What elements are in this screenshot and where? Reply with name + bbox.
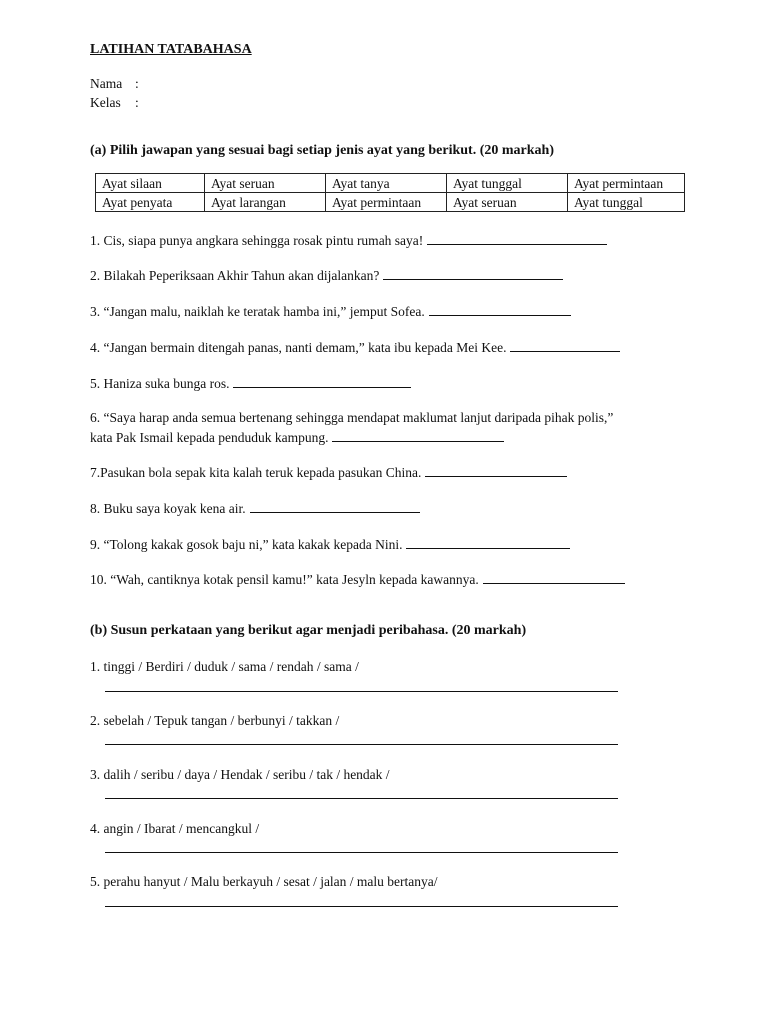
question-text: 3. “Jangan malu, naiklah ke teratak hamba ini,” jemput Sofea. — [90, 304, 425, 319]
table-cell: Ayat penyata — [96, 193, 205, 212]
question-a-4 — [90, 338, 620, 357]
question-a-6-cont — [90, 428, 504, 447]
question-a-8 — [90, 499, 420, 518]
question-a-7 — [90, 463, 567, 482]
question-text: 2. Bilakah Peperiksaan Akhir Tahun akan dijalankan? — [90, 268, 380, 283]
table-cell: Ayat larangan — [205, 193, 326, 212]
answer-blank[interactable] — [383, 266, 563, 280]
question-a-6 — [90, 409, 613, 427]
question-text: 1. Cis, siapa punya angkara sehingga rosak pintu rumah saya! — [90, 233, 424, 248]
table-cell: Ayat tunggal — [568, 193, 685, 212]
question-b-5: 5. perahu hanyut / Malu berkayuh / sesat / jalan / malu bertanya/ — [90, 874, 438, 889]
answer-blank[interactable] — [425, 463, 567, 477]
answer-line[interactable] — [105, 798, 618, 799]
question-a-1 — [90, 231, 607, 250]
name-colon: : — [135, 76, 139, 91]
table-cell: Ayat permintaan — [568, 174, 685, 193]
answer-blank[interactable] — [233, 374, 411, 388]
answer-line[interactable] — [105, 744, 618, 745]
question-text: 6. “Saya harap anda semua bertenang sehingga mendapat maklumat lanjut daripada pihak polis,” — [90, 410, 614, 425]
answer-blank[interactable] — [250, 499, 420, 513]
question-a-10 — [90, 570, 625, 589]
question-b-2: 2. sebelah / Tepuk tangan / berbunyi / takkan / — [90, 713, 340, 728]
question-text: 5. Haniza suka bunga ros. — [90, 376, 230, 391]
answer-blank[interactable] — [429, 302, 571, 316]
answer-blank[interactable] — [483, 570, 625, 584]
class-colon: : — [135, 95, 139, 110]
table-row — [96, 174, 685, 193]
question-b-1: 1. tinggi / Berdiri / duduk / sama / rendah / sama / — [90, 659, 359, 674]
part-a-heading: (a) Pilih jawapan yang sesuai bagi setiap jenis ayat yang berikut. (20 markah) — [90, 143, 554, 158]
question-text: 4. “Jangan bermain ditengah panas, nanti demam,” kata ibu kepada Mei Kee. — [90, 340, 507, 355]
answer-line[interactable] — [105, 906, 618, 907]
question-a-5 — [90, 374, 411, 393]
question-a-2 — [90, 266, 563, 285]
question-text: 7.Pasukan bola sepak kita kalah teruk kepada pasukan China. — [90, 465, 422, 480]
question-text: 10. “Wah, cantiknya kotak pensil kamu!” kata Jesyln kepada kawannya. — [90, 572, 479, 587]
answer-blank[interactable] — [510, 338, 620, 352]
table-cell: Ayat seruan — [205, 174, 326, 193]
table-cell: Ayat seruan — [447, 193, 568, 212]
answer-blank[interactable] — [332, 428, 504, 442]
question-b-3: 3. dalih / seribu / daya / Hendak / seribu / tak / hendak / — [90, 767, 390, 782]
part-b-heading: (b) Susun perkataan yang berikut agar menjadi peribahasa. (20 markah) — [90, 623, 527, 638]
answer-line[interactable] — [105, 691, 618, 692]
worksheet-title: LATIHAN TATABAHASA — [90, 42, 252, 57]
table-row — [96, 193, 685, 212]
question-text: 9. “Tolong kakak gosok baju ni,” kata kakak kepada Nini. — [90, 537, 403, 552]
question-text: kata Pak Ismail kepada penduduk kampung. — [90, 430, 329, 445]
table-cell: Ayat tanya — [326, 174, 447, 193]
answer-blank[interactable] — [406, 535, 570, 549]
table-cell: Ayat tunggal — [447, 174, 568, 193]
answer-blank[interactable] — [427, 231, 607, 245]
name-label: Nama — [90, 76, 123, 91]
answer-line[interactable] — [105, 852, 618, 853]
name-field — [90, 76, 139, 92]
question-b-4: 4. angin / Ibarat / mencangkul / — [90, 821, 260, 836]
class-label: Kelas — [90, 95, 121, 110]
question-a-9 — [90, 535, 570, 554]
class-field — [90, 95, 139, 111]
table-cell: Ayat silaan — [96, 174, 205, 193]
table-cell: Ayat permintaan — [326, 193, 447, 212]
question-text: 8. Buku saya koyak kena air. — [90, 501, 246, 516]
answer-bank-table — [95, 173, 685, 212]
question-a-3 — [90, 302, 571, 321]
